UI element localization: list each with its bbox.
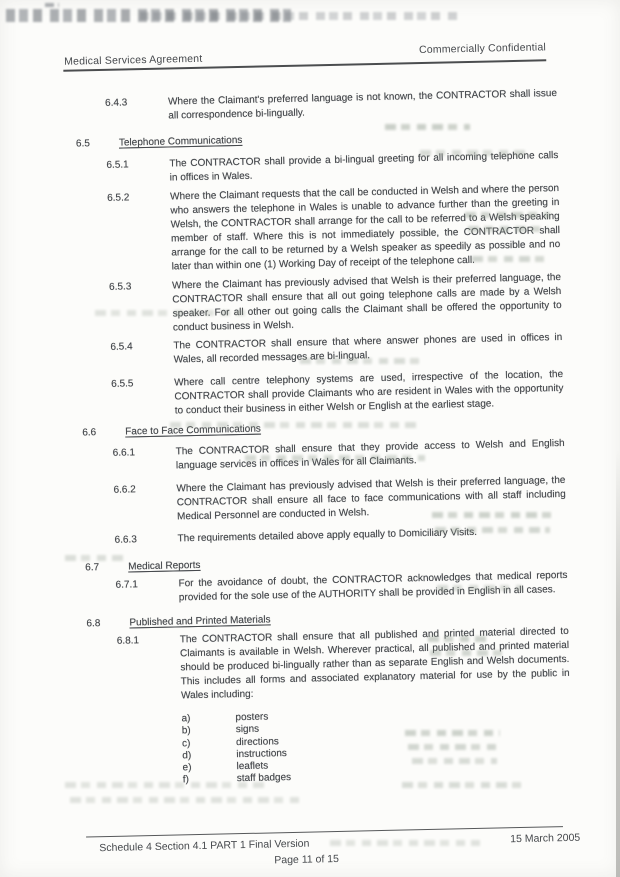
clause-text: Where call centre telephony systems are used, irrespective of the location, the CONTRACTOR shall provide Claimants who are resident in Wales with the opportunity to conduct their business in either Welsh or English at the earliest stage. [174,368,564,417]
clause-text: Where the Claimant has previously advised that Welsh is their preferred language, the CONTRACTOR shall ensure all face to face communications with all staff including Medical Personnel are conducted in Welsh. [176,474,566,523]
published-materials-list [181,705,573,787]
clause-6-6-3 [114,524,567,548]
clause-number: 6.7.1 [115,579,138,591]
clause-text: The CONTRACTOR shall provide a bi-lingual greeting for all incoming telephone calls in offices in Wales. [169,150,559,184]
section-title: Telephone Communications [118,134,243,149]
clause-number: 6.6.2 [113,484,136,496]
section-heading-6-6 [82,416,565,441]
clause-number: 6.5.2 [107,192,130,204]
section-heading-6-5 [76,127,559,152]
clause-text: The CONTRACTOR shall ensure that where answer phones are used in offices in Wales, all recorded messages are bi-lingual. [173,331,563,366]
clause-text: For the avoidance of doubt, the CONTRACTOR acknowledges that medical reports provided for the sole use of the AUTHORITY shall be provided in English in all cases. [178,569,568,604]
list-item-text: signs [235,723,260,736]
document-body [75,87,573,788]
list-item-label: f) [182,774,190,786]
list-item-label: a) [181,713,191,725]
section-number: 6.7 [85,562,100,574]
clause-number: 6.5.3 [108,281,132,293]
list-item-text: posters [235,711,269,724]
clause-text: The requirements detailed above apply equally to Domiciliary Visits. [177,526,478,545]
clause-text: The CONTRACTOR shall ensure that all published and printed material directed to Claimants is available in Welsh. Wherever practical, all published and printed material should be produced bi-lingually rather than as separate English and Welsh documents. This includes all forms and associated explanatory material for use by the public in Wales including: [179,625,570,702]
list-item-label: e) [182,762,192,774]
clause-6-5-3 [109,271,563,337]
list-item-text: instructions [236,747,287,761]
footer-version-label: Schedule 4 Section 4.1 PART 1 Final Version [99,837,310,855]
clause-number: 6.6.1 [112,447,136,459]
clause-number: 6.4.3 [104,97,128,109]
clause-number: 6.5.5 [111,378,134,390]
clause-text: Where the Claimant's preferred language is not known, the CONTRACTOR shall issue all correspondence bi-lingually. [167,88,558,122]
clause-text: The CONTRACTOR shall ensure that they provide access to Welsh and English language services in offices in Wales for all Claimants. [175,437,565,472]
scan-edge-shadow [616,450,620,877]
section-title: Medical Reports [128,559,201,573]
list-item-label: c) [181,737,191,749]
clause-number: 6.5.4 [110,341,133,353]
list-item-label: b) [181,725,191,737]
clause-6-5-4 [110,331,564,369]
document-title: Medical Services Agreement [64,52,203,68]
clause-6-5-1 [106,149,560,187]
section-number: 6.6 [82,427,97,439]
section-number: 6.8 [86,618,101,630]
footer-date: 15 March 2005 [510,831,581,846]
clause-6-5-5 [111,368,565,420]
list-item-text: directions [235,735,279,748]
clause-6-8-1 [117,625,571,705]
document-header [63,41,547,72]
section-title: Published and Printed Materials [129,614,271,629]
clause-number: 6.6.3 [114,534,137,546]
clause-6-6-2 [113,474,567,526]
clause-text: Where the Claimant has previously advised that Welsh is their preferred language, the CONTRACTOR shall ensure that all out going telephone calls are made by a Welsh speaker. For all other out going calls the Claimant shall be offered the opportunity to conduct business in Welsh. [171,271,562,334]
clause-6-6-1 [113,437,567,475]
list-item-label: d) [182,750,192,762]
clause-6-4-3 [105,87,559,125]
section-title: Face to Face Communications [125,423,261,438]
clause-6-7-1 [115,569,569,607]
list-item-text: leaflets [236,760,269,773]
confidential-label: Commercially Confidential [418,41,547,57]
list-item-text: staff badges [236,772,292,785]
clause-number: 6.5.1 [106,159,129,171]
clause-number: 6.8.1 [116,635,140,647]
page-number: Page 11 of 15 [274,852,340,867]
section-number: 6.5 [75,138,90,150]
clause-text: Where the Claimant requests that the call be conducted in Welsh and where the person who answers the telephone in Wales is unable to advance further than the greeting in Welsh, the CONTRACTOR shall arrange for the call to be referred to a Welsh speaking member of staff. Where this is not immediately possible, the CONTRACTOR shall arrange for the call to be returned by a Welsh speaker as speedily as possible and no later than within one (1) Working Day of receipt of the telephone call. [170,183,561,273]
clause-6-5-2 [107,182,562,276]
